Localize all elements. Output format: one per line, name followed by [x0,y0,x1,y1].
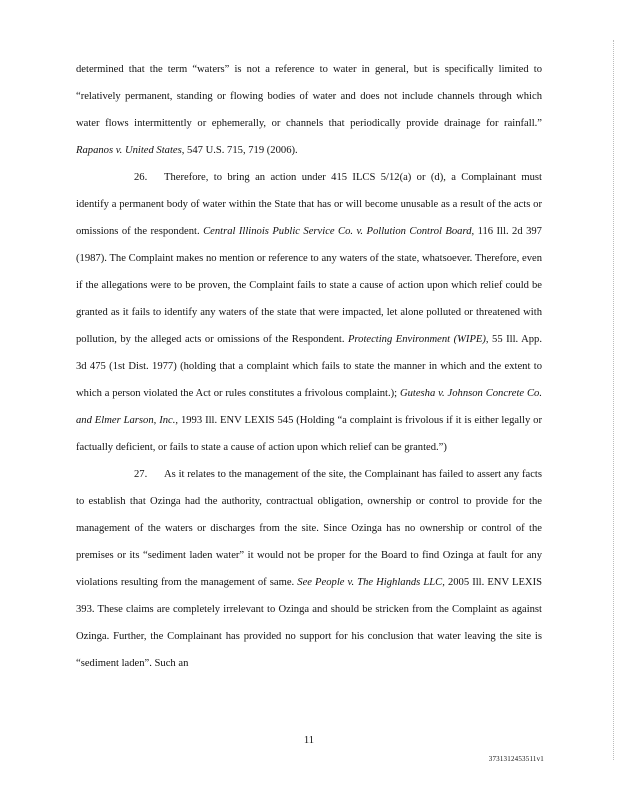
paragraph-text: , 1993 Ill. ENV LEXIS 545 (Holding “a complaint is frivolous if it is either legally or factually deficient, or fails to state a cause of action upon which relief can be granted.”) [76,415,542,453]
paragraph-text: As it relates to the management of the site, the Complainant has failed to assert any facts to establish that Ozinga had the authority, contractual obligation, ownership or control to provide for the management of the waters or discharges from the site. Since Ozinga has no ownership or control of the premises or its “sediment laden water” it would not be proper for the Board to find Ozinga at fault for any violations resulting from the management of same. [76,469,542,588]
continuation-paragraph [76,56,542,164]
case-citation: See People v. The Highlands LLC [297,577,443,588]
case-citation: Protecting Environment (WIPE) [347,334,486,345]
scan-edge-marks [612,40,614,760]
case-citation: Rapanos v. United States [76,145,182,156]
case-citation: Gutesha v. Johnson Concrete Co. and Elmer Larson, Inc. [76,388,542,426]
case-citation: Central Illinois Public Service Co. v. Pollution Control Board [203,226,472,237]
document-id: 3731312453511v1 [488,755,544,763]
paragraph-number: 26. [134,172,148,183]
page-number: 11 [303,735,315,746]
paragraph-text: determined that the term “waters” is not a reference to water in general, but is specifically limited to “relatively permanent, standing or flowing bodies of water and does not include channels through which water flows intermittently or ephemerally, or channels that periodically provide drainage for rainfall.” [76,64,542,129]
paragraph-text: Therefore, to bring an action under 415 ILCS 5/12(a) or (d), a Complainant must identify a permanent body of water within the State that has or will become unusable as a result of the acts or omissions of the respondent. [76,172,542,237]
paragraph-26 [76,164,542,461]
paragraph-number: 27. [134,469,148,480]
paragraph-27 [76,461,542,677]
paragraph-text: , 547 U.S. 715, 719 (2006). [181,145,298,156]
paragraph-text: , 55 Ill. App. 3d 475 (1st Dist. 1977) (holding that a complaint which fails to state the manner in which and the extent to which a person violated the Act or rules constitutes a frivolous complaint.); [76,334,542,399]
paragraph-text: , 116 Ill. 2d 397 (1987). The Complaint makes no mention or reference to any waters of the state, whatsoever. Therefore, even if the allegations were to be proven, the Complaint fails to state a cause of action upon which relief could be granted as it fails to identify any waters of the state that were impacted, let alone polluted or threatened with pollution, by the alleged acts or omissions of the Respondent. [76,226,542,345]
document-body [76,56,542,677]
paragraph-text: , 2005 Ill. ENV LEXIS 393. These claims are completely irrelevant to Ozinga and should be stricken from the Complaint as against Ozinga. Further, the Complainant has provided no support for his conclusion that water leaving the site is “sediment laden”. Such an [76,577,543,669]
